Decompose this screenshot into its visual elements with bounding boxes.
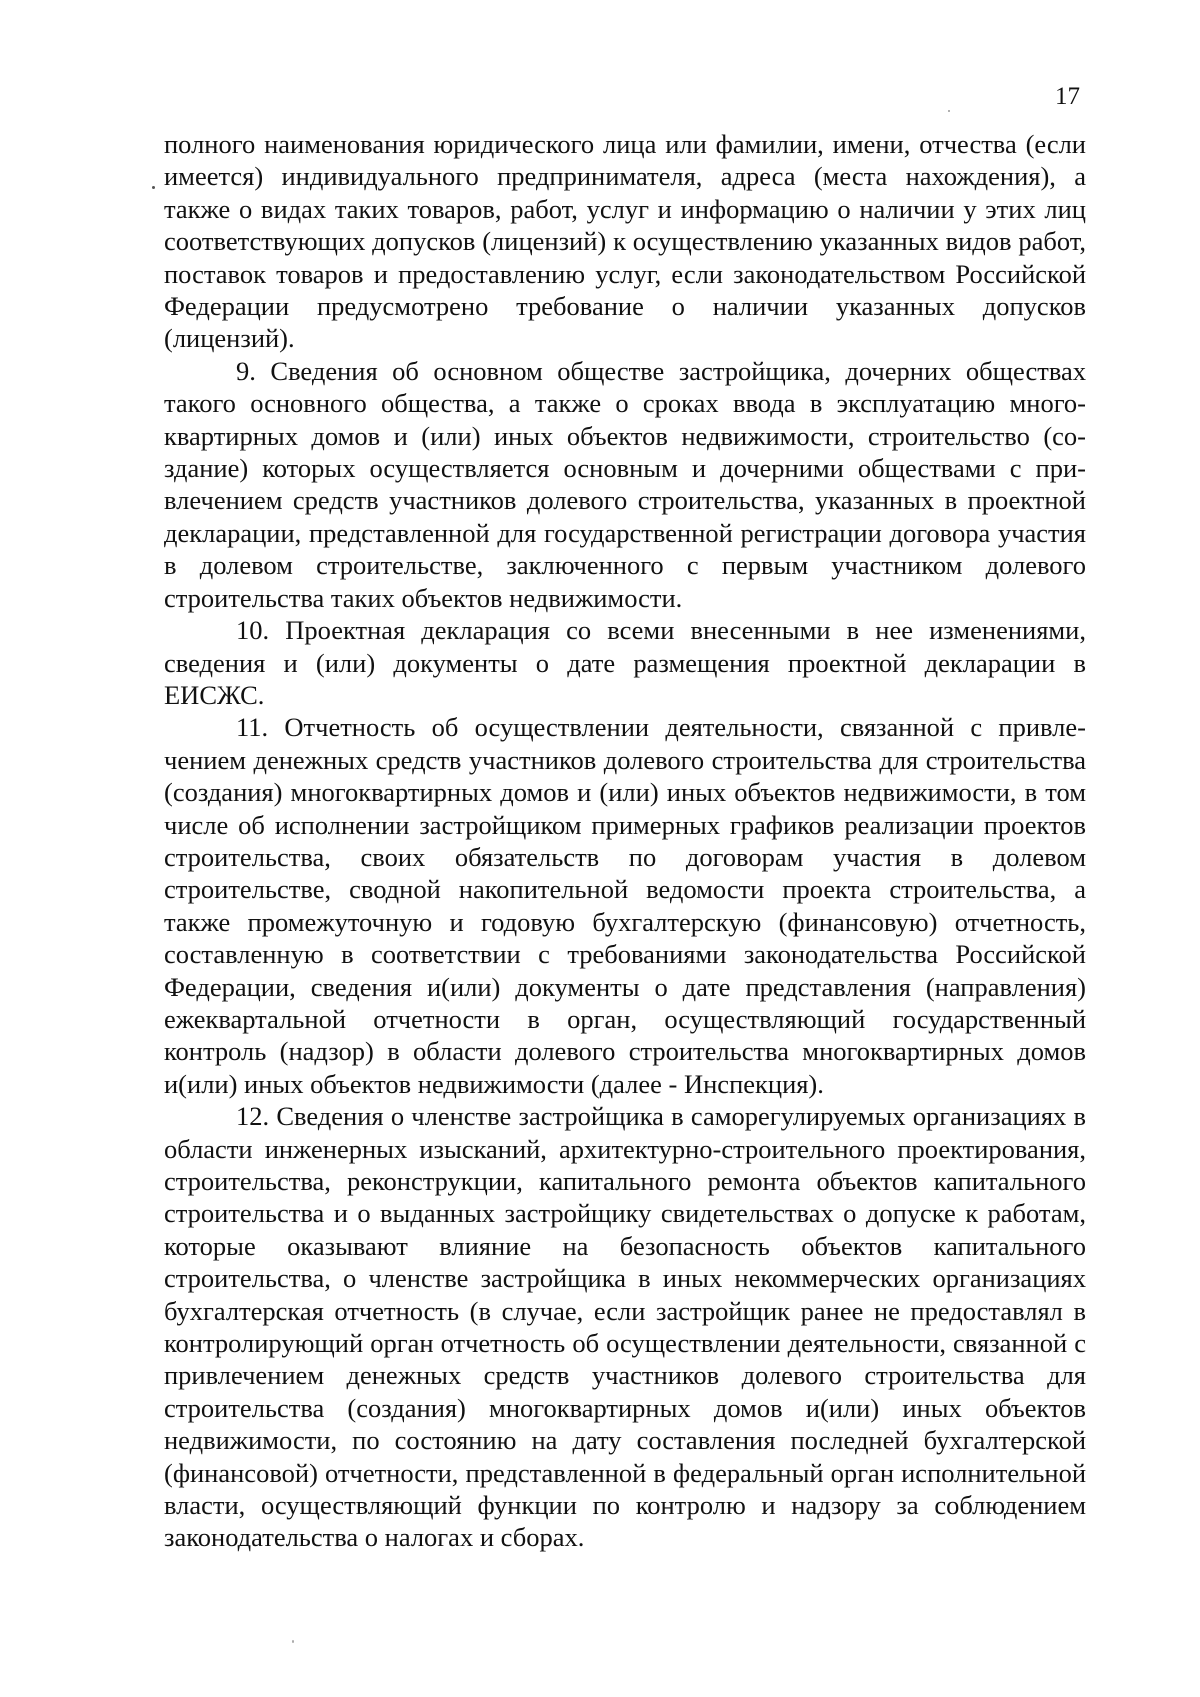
scan-speck	[948, 110, 950, 112]
paragraph-item-11: 11. Отчетность об осуществлении деятельности, связанной с привлечением денежных средств участников долевого строительства для строительства (создания) многоквартирных домов и (или) иных объектов недвижимости, в том числе об исполнении застройщиком примерных графиков реализации проектов строительства, своих обязательств по договорам участия в долевом строительстве, сводной накопительной ведомости проекта строительства, а также промежуточную и годовую бухгалтерскую (финансовую) отчетность, составленную в соответствии с требованиями законодательства Российской Федерации, сведения и(или) документы о дате представления (направления) ежеквартальной отчетности в орган, осуществляющий государственный контроль (надзор) в области долевого строительства многоквартирных домов и(или) иных объектов недвижимости (далее - Инспекция).	[164, 712, 1086, 1099]
page-number: 17	[1055, 83, 1080, 110]
paragraph-item-12: 12. Сведения о членстве застройщика в саморегулируемых организациях в области инженерных изысканий, архитектурно-строительного проектирования, строительства, реконструкции, капитального ремонта объектов капитального строительства и о выданных застройщику свидетельствах о допуске к работам, которые оказывают влияние на безопасность объектов капитального строительства, о членстве застройщика в иных некоммерческих организациях бухгалтерская отчетность (в случае, если застройщик ранее не предоставлял в контролирующий орган отчетность об осуществлении деятельности, связанной с привлечением денежных средств участников долевого строительства для строительства (создания) многоквартирных домов и(или) иных объектов недвижимости, по состоянию на дату составления последней бухгалтерской (финансовой) отчетности, представленной в федеральный орган исполнительной власти, осуществляющий функции по контролю и надзору за соблюдением законодательства о налогах и сборах.	[164, 1101, 1086, 1553]
scan-speck	[292, 1640, 294, 1643]
document-body	[164, 128, 1086, 1554]
paragraph-continuation: полного наименования юридического лица или фамилии, имени, отчества (если имеется) индивидуального предпринимателя, адреса (места нахождения), а также о видах таких товаров, работ, услуг и информацию о наличии у этих лиц соответствующих допусков (лицензий) к осуществлению указанных видов работ, поставок товаров и предоставлению услуг, если законодательством Российской Федерации предусмотрено требование о наличии указанных допусков (лицензий).	[164, 129, 1086, 354]
paragraph-item-10: 10. Проектная декларация со всеми внесенными в нее изменениями, сведения и (или) документы о дате размещения проектной декларации в ЕИСЖС.	[164, 615, 1086, 710]
paragraph-item-9: 9. Сведения об основном обществе застройщика, дочерних обществах такого основного общества, а также о сроках ввода в эксплуатацию многоквартирных домов и (или) иных объектов недвижимости, строительство (создание) которых осуществляется основным и дочерними обществами с привлечением средств участников долевого строительства, указанных в проектной декларации, представленной для государственной регистрации договора участия в долевом строительстве, заключенного с первым участником долевого строительства таких объектов недвижимости.	[164, 355, 1086, 613]
scan-speck	[152, 186, 155, 189]
